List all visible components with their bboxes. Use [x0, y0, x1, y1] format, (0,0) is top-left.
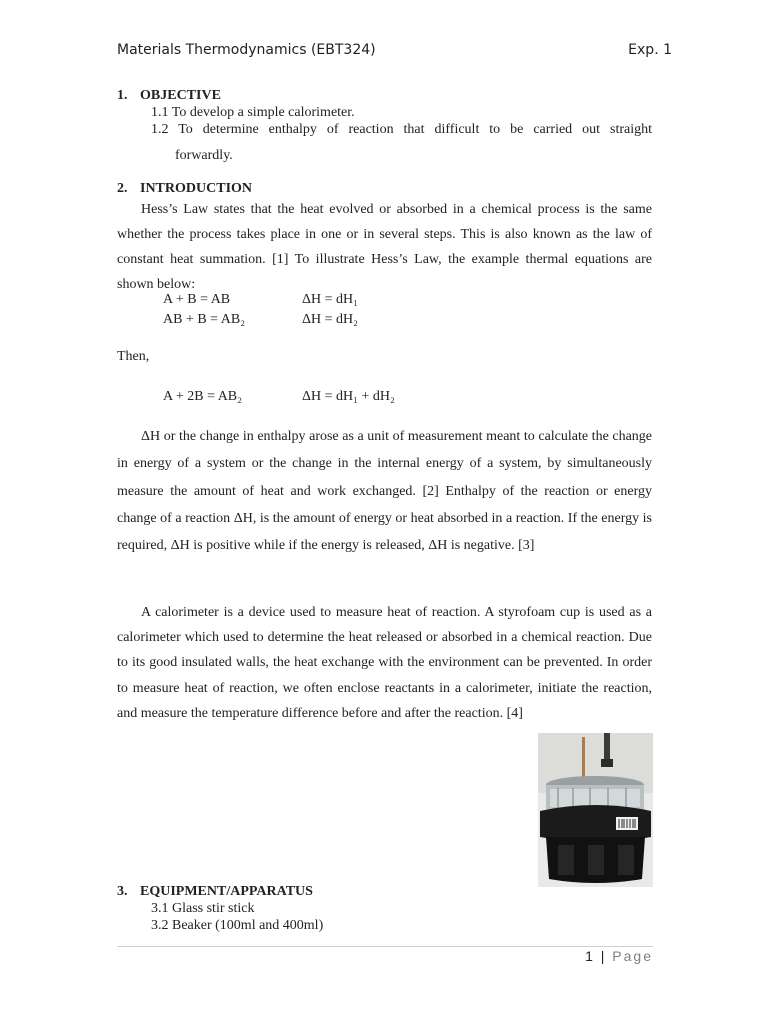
section-title-equipment: EQUIPMENT/APPARATUS [140, 884, 313, 899]
paragraph-text: Hess’s Law states that the heat evolved or absorbed in a chemical process is the same whether the process takes place in one or in several steps. This is also known as the law of constant heat summation. [1] To illustrate Hess’s Law, the example thermal equations are shown below: [117, 202, 652, 292]
then-text: Then, [117, 349, 150, 364]
section-title-objective: OBJECTIVE [140, 88, 221, 103]
paragraph-text: A calorimeter is a device used to measure heat of reaction. A styrofoam cup is used as a calorimeter which used to determine the heat released or absorbed in a chemical reaction. Due to its good insulated walls, the heat exchange with the environment can be prevented. In order to measure heat of reaction, we often enclose reactants in a calorimeter, initiate the reaction, and measure the temperature difference before and after the reaction. [4] [117, 605, 652, 721]
list-item: 1.1 To develop a simple calorimeter. [151, 105, 355, 120]
list-item-continuation: forwardly. [175, 148, 233, 163]
intro-paragraph-2 [117, 423, 652, 559]
section-number: 1. [117, 88, 128, 103]
list-item: 1.2 To determine enthalpy of reaction that difficult to be carried out straight [151, 122, 652, 137]
intro-paragraph-3 [117, 600, 652, 726]
paragraph-text: ΔH or the change in enthalpy arose as a unit of measurement meant to calculate the change in energy of a system or the change in the internal energy of a system, by simultaneously measure the amount of heat and work exchanged. [2] Enthalpy of the reaction or energy change of a reaction ΔH, is the amount of energy or heat absorbed in a reaction. If the energy is required, ΔH is positive while if the energy is released, ΔH is negative. [3] [117, 429, 652, 554]
section-title-introduction: INTRODUCTION [140, 181, 253, 196]
header-course: Materials Thermodynamics (EBT324) [117, 42, 376, 58]
calorimeter-photo [538, 733, 653, 887]
section-number: 3. [117, 884, 128, 899]
page-footer [585, 948, 653, 964]
page-separator: | [594, 948, 613, 964]
header-exp: Exp. 1 [628, 42, 672, 58]
equation-2-lhs: AB + B = AB₂ [163, 312, 246, 327]
equation-2-rhs: ΔH = dH₂ [302, 312, 358, 327]
list-item: 3.2 Beaker (100ml and 400ml) [151, 918, 324, 933]
equation-3-rhs: ΔH = dH₁ + dH₂ [302, 389, 395, 404]
intro-paragraph-1 [117, 197, 652, 297]
page-word: Page [612, 948, 653, 964]
page-number: 1 [585, 948, 595, 964]
equation-1-rhs: ΔH = dH₁ [302, 292, 358, 307]
calorimeter-image [538, 733, 653, 887]
section-number: 2. [117, 181, 128, 196]
list-item: 3.1 Glass stir stick [151, 901, 255, 916]
equation-3-lhs: A + 2B = AB₂ [163, 389, 243, 404]
footer-divider [117, 946, 653, 947]
equation-1-lhs: A + B = AB [163, 292, 231, 307]
